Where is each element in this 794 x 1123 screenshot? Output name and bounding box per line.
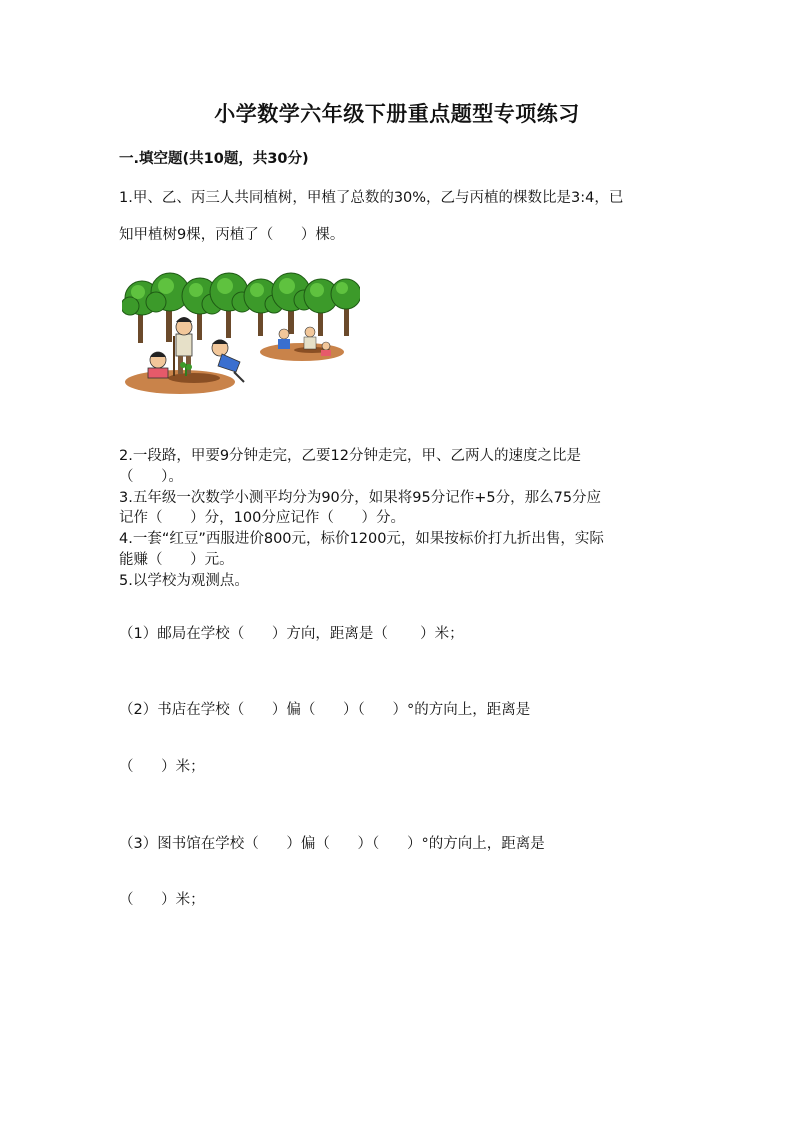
q5-line1: 5.以学校为观测点。 bbox=[119, 573, 249, 589]
q3-line1: 3.五年级一次数学小测平均分为90分，如果将95分记作+5分，那么75分应 bbox=[119, 490, 602, 506]
q4-line1: 4.一套“红豆”西服进价800元，标价1200元，如果按标价打九折出售，实际 bbox=[119, 531, 604, 547]
q5-sub2-line1: （2）书店在学校（ ）偏（ ）（ ）°的方向上，距离是 bbox=[119, 702, 531, 718]
q1-line1: 1.甲、乙、丙三人共同植树，甲植了总数的30%，乙与丙植的棵数比是3:4，已 bbox=[119, 190, 624, 206]
q2-line1: 2.一段路，甲要9分钟走完，乙要12分钟走完，甲、乙两人的速度之比是 bbox=[119, 448, 582, 464]
q4-line2: 能赚（ ）元。 bbox=[119, 552, 234, 568]
page-title: 小学数学六年级下册重点题型专项练习 bbox=[214, 101, 580, 126]
q3-line2: 记作（ ）分，100分应记作（ ）分。 bbox=[119, 510, 405, 526]
section-heading: 一.填空题(共10题，共30分) bbox=[119, 151, 309, 167]
q5-sub3-line2: （ ）米； bbox=[119, 892, 205, 908]
q5-sub1: （1）邮局在学校（ ）方向，距离是（ ）米； bbox=[119, 626, 464, 642]
q1-line2: 知甲植树9棵，丙植了（ ）棵。 bbox=[119, 227, 345, 243]
tree-planting-illustration bbox=[122, 272, 360, 396]
q2-line2: （ ）。 bbox=[119, 469, 183, 485]
q5-sub2-line2: （ ）米； bbox=[119, 759, 205, 775]
q5-sub3-line1: （3）图书馆在学校（ ）偏（ ）（ ）°的方向上，距离是 bbox=[119, 836, 545, 852]
